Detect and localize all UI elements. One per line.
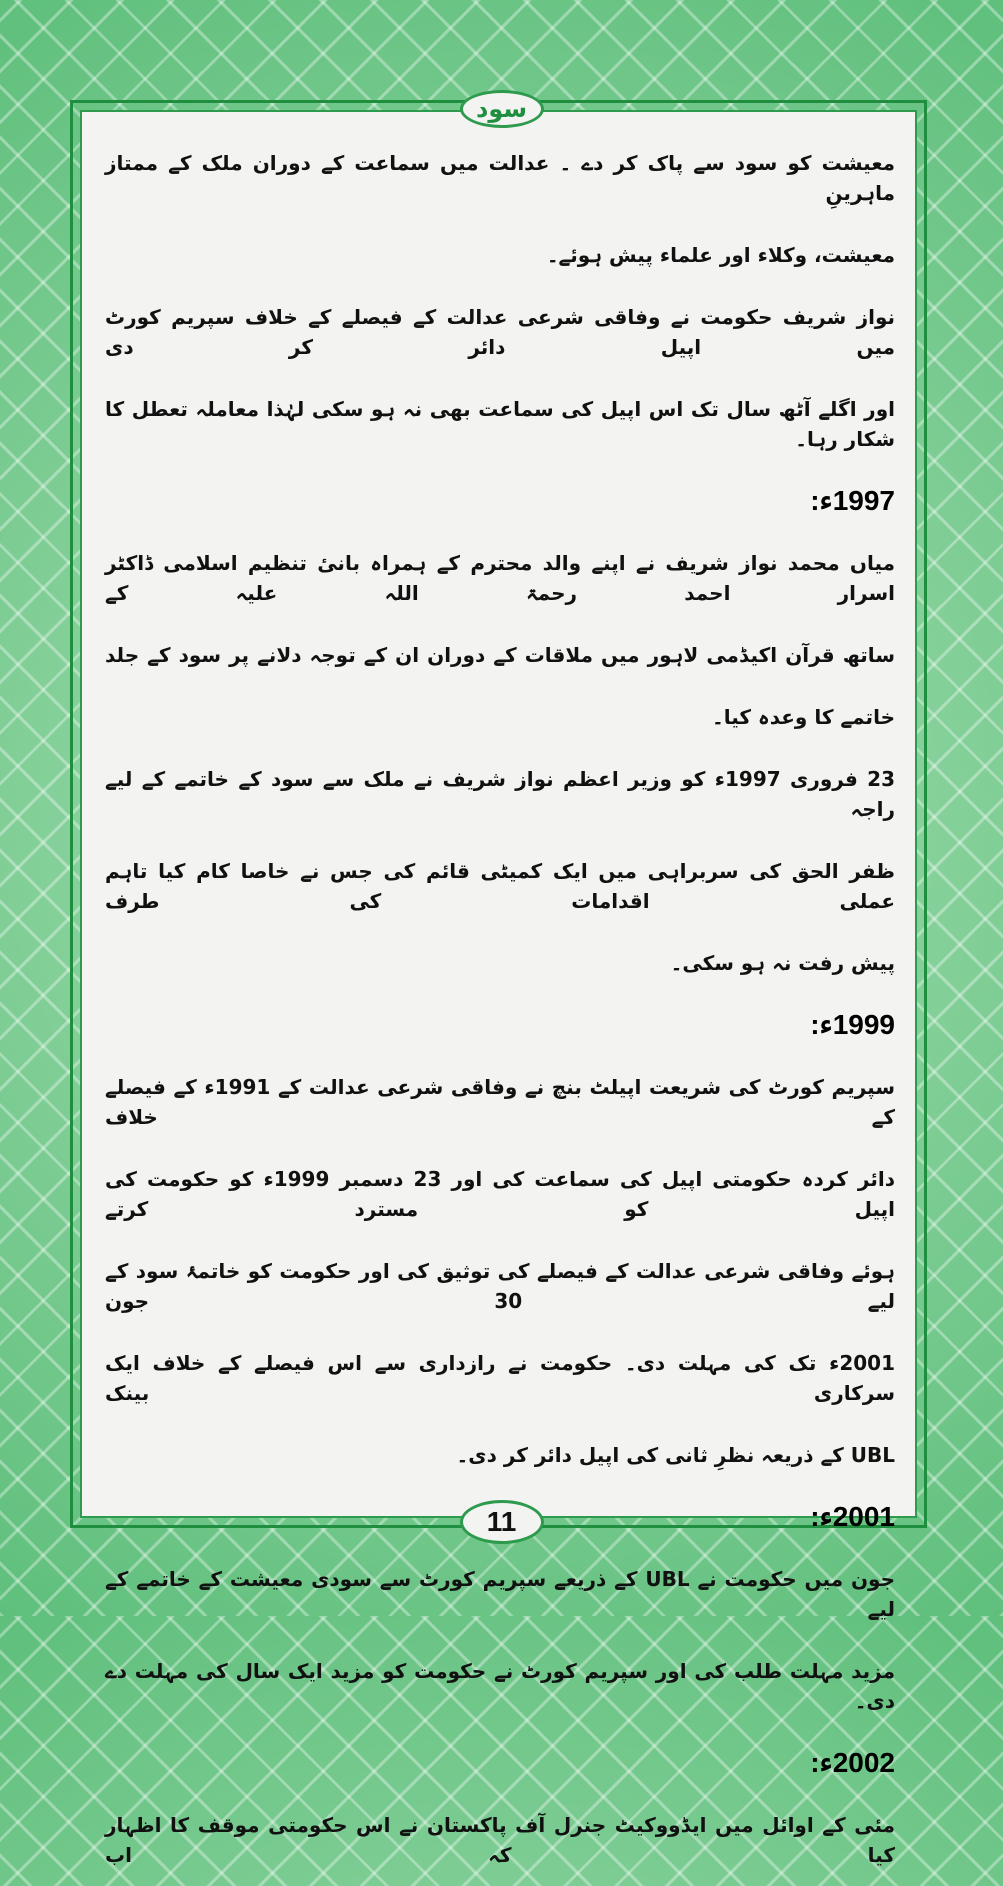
text-line: مئی کے اوائل میں ایڈووکیٹ جنرل آف پاکستان نے اس حکومتی موقف کا اظہار کیا کہ اب xyxy=(105,1813,895,1867)
text-line: UBL کے ذریعہ نظرِ ثانی کی اپیل دائر کر دی۔ xyxy=(456,1443,895,1467)
text-line: ہوئے وفاقی شرعی عدالت کے فیصلے کی توثیق کی اور حکومت کو خاتمۂ سود کے لیے 30 جون xyxy=(105,1259,895,1313)
year-heading-1999: 1999ء: xyxy=(810,1009,895,1040)
text-line: سپریم کورٹ کی شریعت اپیلٹ بنچ نے وفاقی شرعی عدالت کے 1991ء کے فیصلے کے خلاف xyxy=(105,1075,895,1129)
text-line: 23 فروری 1997ء کو وزیر اعظم نواز شریف نے ملک سے سود کے خاتمے کے لیے راجہ xyxy=(105,767,895,821)
text-line: معیشت کو سود سے پاک کر دے ۔ عدالت میں سماعت کے دوران ملک کے ممتاز ماہرینِ xyxy=(105,151,895,205)
text-line: میاں محمد نواز شریف نے اپنے والد محترم کے ہمراہ بانیٔ تنظیم اسلامی ڈاکٹر اسرار احمد رحمۃ اللہ علیہ کے xyxy=(105,551,895,605)
text-line: خاتمے کا وعدہ کیا۔ xyxy=(712,705,895,729)
page-number: 11 xyxy=(460,1500,544,1544)
text-line: 2001ء تک کی مہلت دی۔ حکومت نے رازداری سے اس فیصلے کے خلاف ایک سرکاری بینک xyxy=(105,1351,895,1405)
year-heading-2002: 2002ء: xyxy=(810,1747,895,1778)
text-line: دائر کردہ حکومتی اپیل کی سماعت کی اور 23 دسمبر 1999ء کو حکومت کی اپیل کو مسترد کرتے xyxy=(105,1167,895,1221)
text-line: مزید مہلت طلب کی اور سپریم کورٹ نے حکومت کو مزید ایک سال کی مہلت دے دی۔ xyxy=(105,1659,895,1713)
page-content xyxy=(105,132,895,1886)
year-heading-2001: 2001ء: xyxy=(810,1501,895,1532)
text-line: پیش رفت نہ ہو سکی۔ xyxy=(670,951,895,975)
text-line: نواز شریف حکومت نے وفاقی شرعی عدالت کے فیصلے کے خلاف سپریم کورٹ میں اپیل دائر کر دی xyxy=(105,305,895,359)
text-line: ظفر الحق کی سربراہی میں ایک کمیٹی قائم کی جس نے خاصا کام کیا تاہم عملی اقدامات کی طرف xyxy=(105,859,895,913)
text-line: جون میں حکومت نے UBL کے ذریعے سپریم کورٹ سے سودی معیشت کے خاتمے کے لیے xyxy=(105,1567,895,1621)
text-line: اور اگلے آٹھ سال تک اس اپیل کی سماعت بھی نہ ہو سکی لہٰذا معاملہ تعطل کا شکار رہا۔ xyxy=(105,397,895,451)
text-line: ساتھ قرآن اکیڈمی لاہور میں ملاقات کے دوران ان کے توجہ دلانے پر سود کے جلد xyxy=(105,643,895,667)
year-heading-1997: 1997ء: xyxy=(810,485,895,516)
chapter-title-badge: سود xyxy=(460,90,544,128)
text-line: معیشت، وکلاء اور علماء پیش ہوئے۔ xyxy=(546,243,895,267)
